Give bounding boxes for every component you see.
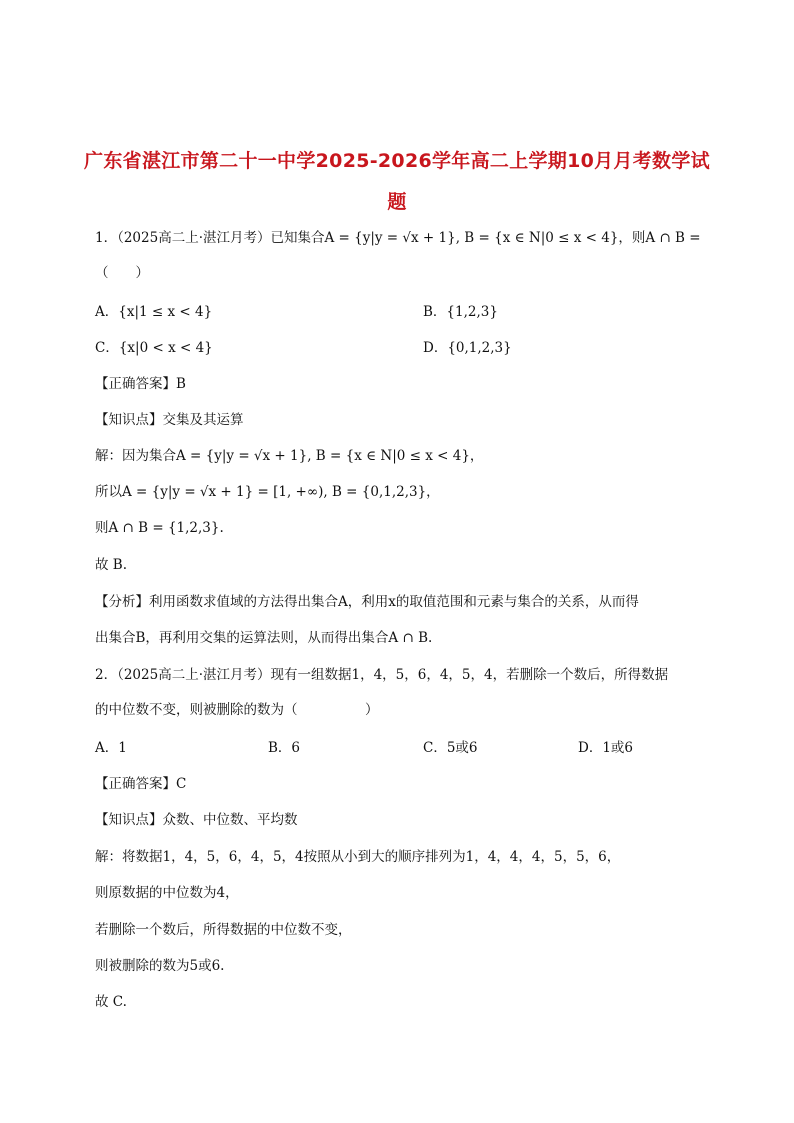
q1-solution-line-3: 则A ∩ B = {1,2,3}. xyxy=(95,520,224,536)
q2-option-d: D．1或6 xyxy=(578,740,634,756)
q2-solution-line-4: 则被删除的数为5或6. xyxy=(95,958,225,974)
q1-solution-line-2: 所以A = {y|y = √x + 1} = [1, +∞), B = {0,1,2,3}， xyxy=(95,484,440,500)
q1-option-a: A．{x|1 ≤ x < 4} xyxy=(95,304,213,320)
q1-solution-line-1: 解：因为集合A = {y|y = √x + 1}, B = {x ∈ N|0 ≤ x < 4}， xyxy=(95,448,484,464)
q2-option-a: A．1 xyxy=(95,740,127,756)
q2-option-c: C．5或6 xyxy=(423,740,478,756)
q1-option-d: D．{0,1,2,3} xyxy=(423,340,512,356)
q2-solution-line-5: 故 C. xyxy=(95,994,127,1010)
q1-option-c: C．{x|0 < x < 4} xyxy=(95,340,213,356)
q2-knowledge-point: 【知识点】众数、中位数、平均数 xyxy=(95,812,298,828)
q1-stem-continuation: （ ） xyxy=(95,265,149,281)
q2-correct-answer: 【正确答案】C xyxy=(95,776,187,792)
q1-knowledge-point: 【知识点】交集及其运算 xyxy=(95,412,244,428)
document-title-line-1: 广东省湛江市第二十一中学2025-2026学年高二上学期10月月考数学试 xyxy=(84,150,710,172)
q1-analysis-line-1: 【分析】利用函数求值域的方法得出集合A，利用x的取值范围和元素与集合的关系，从而得 xyxy=(95,594,639,610)
q2-stem-line-2: 的中位数不变，则被删除的数为（ ） xyxy=(95,702,379,718)
document-title-line-2: 题 xyxy=(387,191,407,213)
q2-stem-line-1: 2．（2025高二上·湛江月考）现有一组数据1，4，5，6，4，5，4，若删除一个数后，所得数据 xyxy=(95,667,669,683)
q2-solution-line-2: 则原数据的中位数为4， xyxy=(95,885,239,901)
q1-option-b: B．{1,2,3} xyxy=(423,304,498,320)
q2-solution-line-3: 若删除一个数后，所得数据的中位数不变， xyxy=(95,922,352,938)
q1-analysis-line-2: 出集合B，再利用交集的运算法则，从而得出集合A ∩ B. xyxy=(95,630,433,646)
q1-solution-line-4: 故 B. xyxy=(95,557,128,573)
q1-correct-answer: 【正确答案】B xyxy=(95,376,186,392)
q1-stem: 1．（2025高二上·湛江月考）已知集合A = {y|y = √x + 1}, B = {x ∈ N|0 ≤ x < 4}，则A ∩ B = xyxy=(95,230,701,246)
q2-option-b: B．6 xyxy=(268,740,301,756)
q2-solution-line-1: 解：将数据1，4，5，6，4，5，4按照从小到大的顺序排列为1，4，4，4，5，5，6， xyxy=(95,849,621,865)
